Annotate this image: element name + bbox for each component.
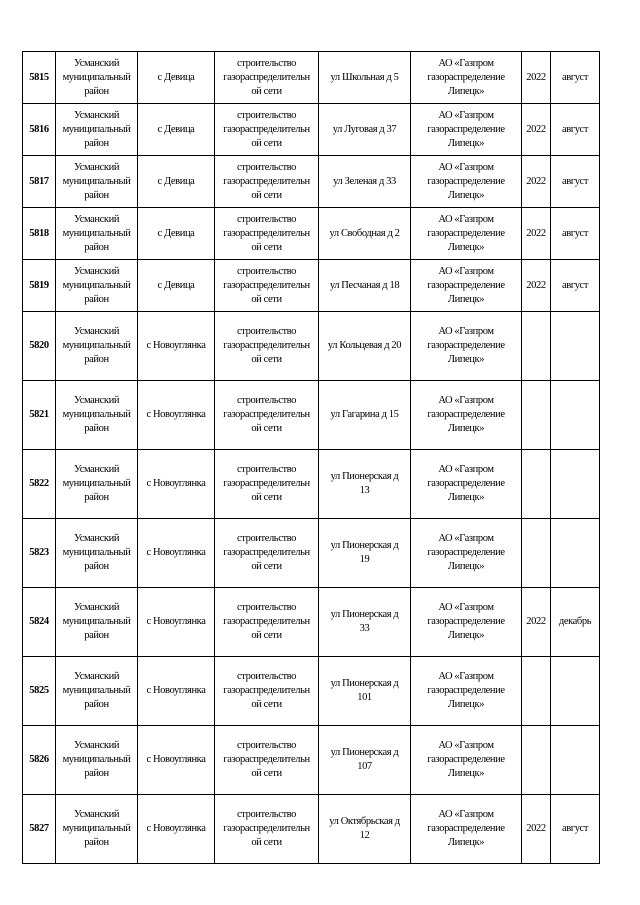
district-line: район [84,699,109,710]
year-cell: 2022 [522,795,551,864]
district-line: район [84,189,109,201]
organization-line: газораспределение [427,409,505,420]
work-type-cell [215,208,319,260]
row-number-cell: 5826 [23,726,56,795]
organization-line: Липецк» [447,189,485,201]
year-cell: 2022 [522,104,551,156]
address-cell [319,208,411,260]
month-cell: август [551,52,600,104]
year-cell [522,726,551,795]
district-line: Усманский [73,533,120,544]
address-cell [319,156,411,208]
district-line: Усманский [73,109,120,121]
work-type-line: ой сети [251,837,282,848]
organization-line: АО «Газпром [438,109,494,121]
year-cell [522,657,551,726]
district-line: район [84,837,109,848]
organization-cell [411,260,522,312]
organization-line: газораспределение [427,823,505,834]
year-cell [522,519,551,588]
organization-line: Липецк» [447,423,485,434]
gasification-table [22,51,600,864]
work-type-cell [215,312,319,381]
work-type-line: строительство [237,109,296,121]
work-type-line: строительство [237,213,296,225]
work-type-cell [215,657,319,726]
work-type-cell [215,381,319,450]
address-line: ул Пионерская д [330,747,399,758]
work-type-cell [215,795,319,864]
district-cell [56,795,138,864]
district-cell [56,588,138,657]
district-line: район [84,492,109,503]
district-cell [56,208,138,260]
work-type-line: строительство [237,395,296,406]
organization-cell [411,208,522,260]
organization-line: АО «Газпром [438,740,494,751]
work-type-line: ой сети [251,293,282,305]
organization-line: АО «Газпром [438,602,494,613]
district-cell [56,450,138,519]
organization-cell [411,312,522,381]
work-type-line: строительство [237,265,296,277]
work-type-line: газораспределительн [223,547,310,558]
organization-line: Липецк» [447,354,485,365]
organization-line: газораспределение [427,547,505,558]
district-line: Усманский [73,57,120,69]
table-row [23,52,600,104]
district-cell [56,156,138,208]
organization-line: Липецк» [447,837,485,848]
organization-line: АО «Газпром [438,464,494,475]
district-line: район [84,85,109,97]
district-line: муниципальный [62,685,131,696]
address-cell [319,381,411,450]
district-cell [56,726,138,795]
work-type-line: ой сети [251,241,282,253]
settlement-cell: с Девица [138,156,215,208]
district-line: Усманский [73,809,120,820]
organization-line: АО «Газпром [438,161,494,173]
organization-line: газораспределение [427,685,505,696]
district-line: Усманский [73,395,120,406]
work-type-line: строительство [237,602,296,613]
month-cell: август [551,208,600,260]
table-row [23,588,600,657]
address-cell [319,52,411,104]
settlement-cell: с Девица [138,260,215,312]
settlement-cell: с Новоуглянка [138,657,215,726]
address-cell [319,519,411,588]
organization-line: АО «Газпром [438,671,494,682]
work-type-line: ой сети [251,768,282,779]
organization-line: газораспределение [427,71,505,83]
table-row [23,312,600,381]
month-cell [551,450,600,519]
work-type-line: строительство [237,464,296,475]
work-type-line: газораспределительн [223,685,310,696]
district-line: Усманский [73,161,120,173]
district-line: муниципальный [62,71,131,83]
year-cell: 2022 [522,156,551,208]
work-type-line: газораспределительн [223,175,310,187]
district-cell [56,312,138,381]
table-row [23,381,600,450]
month-cell [551,657,600,726]
district-line: район [84,561,109,572]
month-cell: август [551,156,600,208]
address-line: 19 [359,554,370,565]
organization-cell [411,450,522,519]
table-row [23,519,600,588]
work-type-cell [215,52,319,104]
district-cell [56,260,138,312]
district-line: муниципальный [62,175,131,187]
district-cell [56,52,138,104]
work-type-line: строительство [237,161,296,173]
work-type-line: строительство [237,671,296,682]
address-line: ул Свободная д 2 [329,227,400,239]
month-cell [551,726,600,795]
district-line: муниципальный [62,616,131,627]
row-number-cell: 5821 [23,381,56,450]
table-row [23,795,600,864]
table-body [23,52,600,864]
district-line: Усманский [73,740,120,751]
organization-line: газораспределение [427,616,505,627]
address-line: ул Школьная д 5 [330,71,399,83]
district-line: муниципальный [62,227,131,239]
district-line: муниципальный [62,279,131,291]
work-type-line: газораспределительн [223,478,310,489]
work-type-line: газораспределительн [223,71,310,83]
address-line: ул Пионерская д [330,471,399,482]
district-line: район [84,423,109,434]
settlement-cell: с Новоуглянка [138,312,215,381]
organization-line: Липецк» [447,492,485,503]
district-line: Усманский [73,326,120,337]
organization-line: АО «Газпром [438,395,494,406]
row-number-cell: 5815 [23,52,56,104]
organization-line: АО «Газпром [438,265,494,277]
work-type-cell [215,260,319,312]
address-cell [319,450,411,519]
settlement-cell: с Новоуглянка [138,450,215,519]
organization-line: Липецк» [447,85,485,97]
district-line: Усманский [73,602,120,613]
work-type-line: газораспределительн [223,340,310,351]
address-line: ул Зеленая д 33 [333,175,396,187]
district-cell [56,519,138,588]
organization-line: Липецк» [447,137,485,149]
work-type-line: газораспределительн [223,754,310,765]
address-line: ул Октябрьская д [329,816,400,827]
work-type-cell [215,156,319,208]
district-line: муниципальный [62,409,131,420]
organization-line: АО «Газпром [438,809,494,820]
work-type-line: газораспределительн [223,279,310,291]
organization-line: АО «Газпром [438,213,494,225]
organization-line: Липецк» [447,699,485,710]
year-cell [522,450,551,519]
settlement-cell: с Новоуглянка [138,381,215,450]
work-type-line: газораспределительн [223,823,310,834]
work-type-line: строительство [237,740,296,751]
work-type-cell [215,104,319,156]
organization-line: газораспределение [427,123,505,135]
address-cell [319,795,411,864]
row-number-cell: 5823 [23,519,56,588]
row-number-cell: 5819 [23,260,56,312]
address-line: ул Кольцевая д 20 [327,340,402,351]
work-type-line: строительство [237,533,296,544]
year-cell: 2022 [522,52,551,104]
district-line: район [84,630,109,641]
district-line: район [84,293,109,305]
address-line: ул Пионерская д [330,540,399,551]
organization-cell [411,657,522,726]
row-number-cell: 5818 [23,208,56,260]
district-line: район [84,354,109,365]
organization-line: газораспределение [427,227,505,239]
district-cell [56,104,138,156]
address-line: 107 [357,761,372,772]
organization-line: Липецк» [447,768,485,779]
organization-line: газораспределение [427,754,505,765]
row-number-cell: 5822 [23,450,56,519]
row-number-cell: 5827 [23,795,56,864]
work-type-line: ой сети [251,85,282,97]
month-cell: август [551,795,600,864]
work-type-line: газораспределительн [223,123,310,135]
work-type-line: газораспределительн [223,616,310,627]
address-line: ул Песчаная д 18 [329,279,400,291]
year-cell [522,312,551,381]
month-cell [551,312,600,381]
district-line: муниципальный [62,547,131,558]
work-type-line: строительство [237,326,296,337]
district-line: муниципальный [62,123,131,135]
organization-cell [411,52,522,104]
table-row [23,450,600,519]
work-type-line: ой сети [251,561,282,572]
settlement-cell: с Девица [138,104,215,156]
work-type-line: ой сети [251,137,282,149]
settlement-cell: с Новоуглянка [138,519,215,588]
year-cell: 2022 [522,260,551,312]
month-cell [551,381,600,450]
table-row [23,208,600,260]
organization-cell [411,156,522,208]
organization-cell [411,104,522,156]
district-line: муниципальный [62,340,131,351]
work-type-cell [215,519,319,588]
work-type-line: газораспределительн [223,227,310,239]
address-cell [319,260,411,312]
organization-line: Липецк» [447,561,485,572]
address-line: ул Пионерская д [330,609,399,620]
district-line: район [84,768,109,779]
organization-cell [411,519,522,588]
work-type-line: строительство [237,809,296,820]
work-type-cell [215,726,319,795]
organization-line: Липецк» [447,241,485,253]
row-number-cell: 5824 [23,588,56,657]
district-line: Усманский [73,671,120,682]
district-cell [56,381,138,450]
district-line: Усманский [73,464,120,475]
address-line: ул Луговая д 37 [332,123,397,135]
work-type-line: ой сети [251,699,282,710]
work-type-cell [215,450,319,519]
settlement-cell: с Новоуглянка [138,795,215,864]
work-type-line: ой сети [251,354,282,365]
table-row [23,156,600,208]
address-line: 101 [357,692,372,703]
row-number-cell: 5816 [23,104,56,156]
address-cell [319,104,411,156]
organization-line: АО «Газпром [438,533,494,544]
organization-line: АО «Газпром [438,326,494,337]
organization-cell [411,795,522,864]
settlement-cell: с Новоуглянка [138,726,215,795]
year-cell: 2022 [522,588,551,657]
work-type-line: газораспределительн [223,409,310,420]
district-cell [56,657,138,726]
work-type-line: строительство [237,57,296,69]
address-line: 12 [359,830,370,841]
row-number-cell: 5825 [23,657,56,726]
settlement-cell: с Новоуглянка [138,588,215,657]
work-type-cell [215,588,319,657]
organization-line: газораспределение [427,279,505,291]
work-type-line: ой сети [251,423,282,434]
work-type-line: ой сети [251,630,282,641]
address-line: ул Пионерская д [330,678,399,689]
settlement-cell: с Девица [138,52,215,104]
district-line: муниципальный [62,478,131,489]
organization-line: газораспределение [427,340,505,351]
table-row [23,104,600,156]
organization-cell [411,381,522,450]
address-cell [319,657,411,726]
address-cell [319,588,411,657]
work-type-line: ой сети [251,189,282,201]
table-row [23,657,600,726]
district-line: муниципальный [62,754,131,765]
district-line: район [84,137,109,149]
year-cell: 2022 [522,208,551,260]
address-cell [319,312,411,381]
year-cell [522,381,551,450]
table-row [23,260,600,312]
organization-cell [411,726,522,795]
district-line: Усманский [73,213,120,225]
address-line: 13 [359,485,370,496]
month-cell: август [551,260,600,312]
address-cell [319,726,411,795]
organization-line: АО «Газпром [438,57,494,69]
work-type-line: ой сети [251,492,282,503]
settlement-cell: с Девица [138,208,215,260]
district-line: муниципальный [62,823,131,834]
district-line: Усманский [73,265,120,277]
district-line: район [84,241,109,253]
month-cell: август [551,104,600,156]
month-cell: декабрь [551,588,600,657]
organization-line: газораспределение [427,175,505,187]
organization-line: Липецк» [447,630,485,641]
row-number-cell: 5817 [23,156,56,208]
organization-line: Липецк» [447,293,485,305]
organization-cell [411,588,522,657]
address-line: 33 [359,623,370,634]
address-line: ул Гагарина д 15 [330,409,399,420]
organization-line: газораспределение [427,478,505,489]
month-cell [551,519,600,588]
row-number-cell: 5820 [23,312,56,381]
table-row [23,726,600,795]
